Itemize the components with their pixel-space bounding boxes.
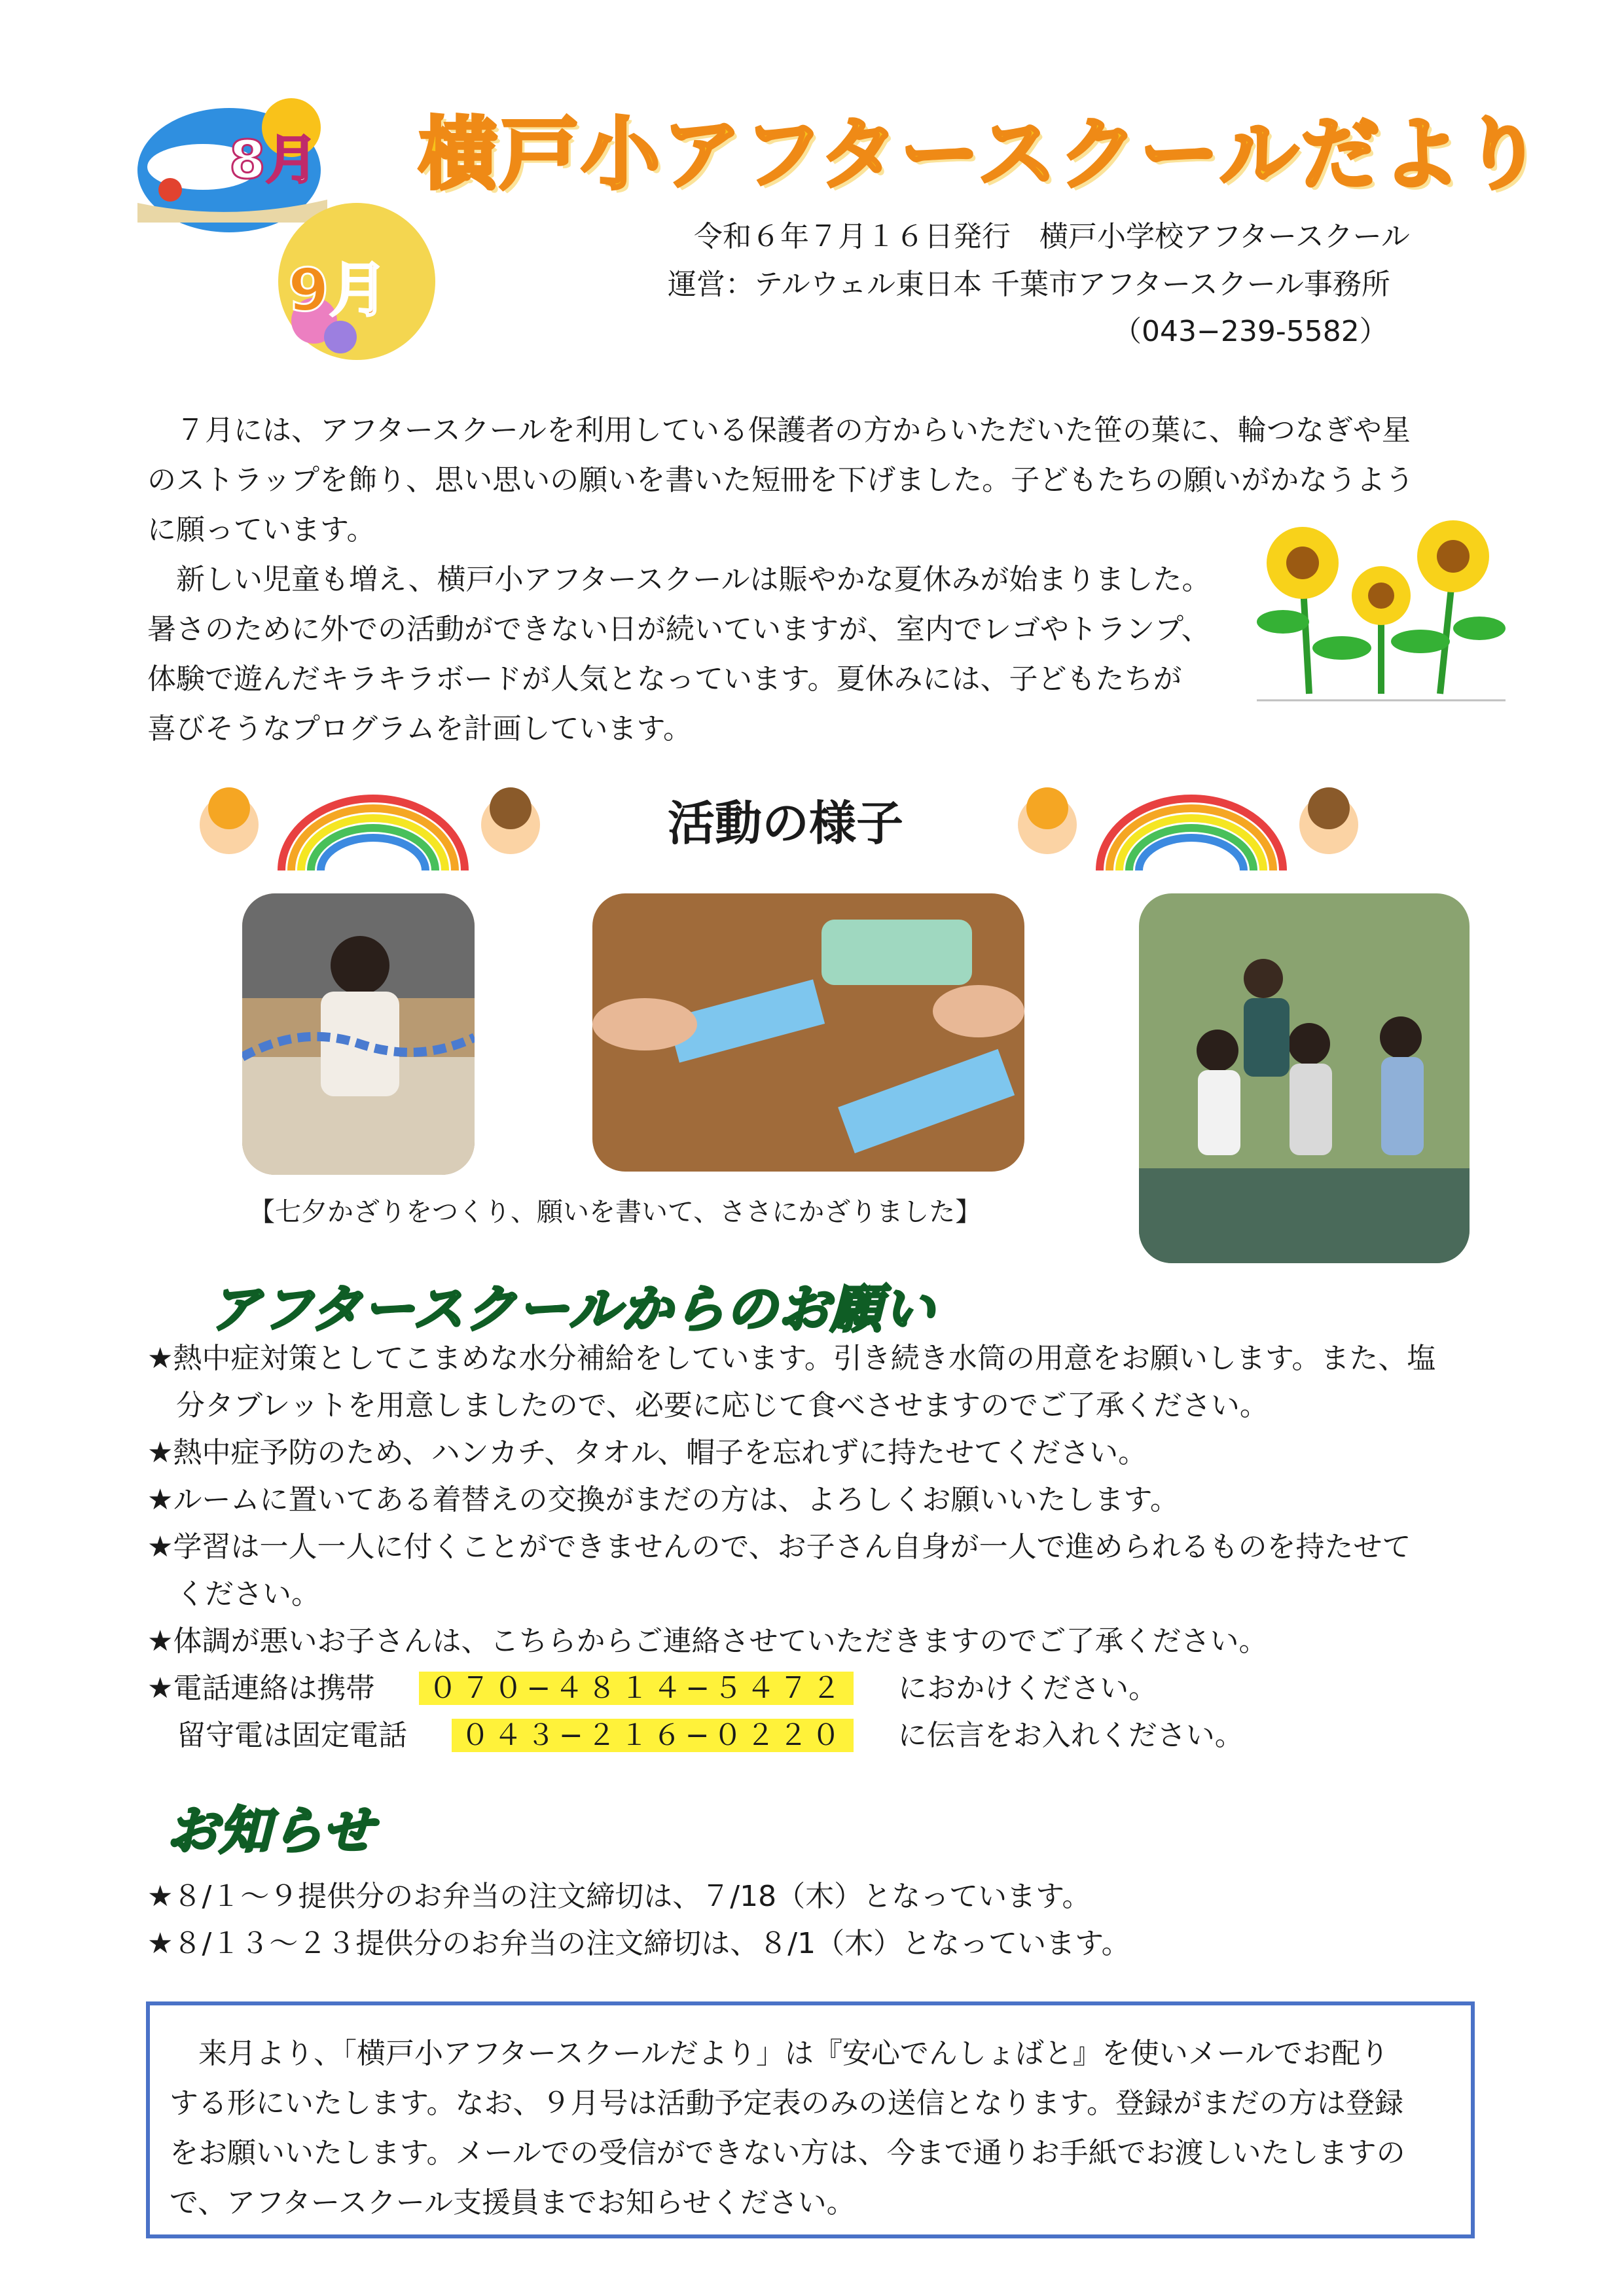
month-badge-september — [268, 196, 445, 367]
mobile-phone-prefix: ★電話連絡は携帯 — [147, 1672, 375, 1705]
fixed-phone-number[interactable]: ０４３−２１６−０２２０ — [452, 1719, 854, 1752]
request-line-1: ★熱中症対策としてこまめな水分補給をしています。引き続き水筒の用意をお願いします。また、塩 — [147, 1342, 1436, 1375]
newsletter-title: 横戸小アフタースクールだより — [419, 109, 1545, 200]
request-line-5: ★学習は一人一人に付くことができませんので、お子さん自身が一人で進められるものを持たせて — [147, 1530, 1411, 1564]
intro-line-4: 新しい児童も増え、横戸小アフタースクールは賑やかな夏休みが始まりました。 — [147, 563, 1211, 596]
request-line-6: ください。 — [147, 1577, 320, 1611]
notices-heading: お知らせ — [167, 1802, 375, 1861]
activity-heading: 活動の様子 — [668, 796, 904, 851]
fixed-phone-row — [177, 1712, 1244, 1759]
intro-line-2: のストラップを飾り、思い思いの願いを書いた短冊を下げました。子どもたちの願いがかなうよう — [147, 463, 1415, 497]
phone-line: （043−239-5582） — [1113, 315, 1388, 348]
box-line-2: する形にいたします。なお、９月号は活動予定表のみの送信となります。登録がまだの方は登録 — [170, 2087, 1403, 2120]
rainbow-decoration-right — [1008, 779, 1368, 884]
notice-line-1: ★８/１〜９提供分のお弁当の注文締切は、７/18（木）となっています。 — [147, 1880, 1091, 1913]
intro-line-7: 喜びそうなプログラムを計画しています。 — [147, 712, 693, 745]
mobile-phone-suffix: におかけください。 — [898, 1672, 1158, 1705]
intro-line-6: 体験で遊んだキラキラボードが人気となっています。夏休みには、子どもたちが — [147, 662, 1182, 696]
mobile-phone-number[interactable]: ０７０−４８１４−５４７２ — [419, 1672, 854, 1705]
issue-date-line: 令和６年７月１６日発行 横戸小学校アフタースクール — [694, 220, 1410, 253]
photo-caption: 【七夕かざりをつくり、願いを書いて、ささにかざりました】 — [249, 1197, 982, 1227]
box-line-1: 来月より、「横戸小アフタースクールだより」は『安心でんしょばと』を使いメールでお配り — [170, 2037, 1389, 2070]
intro-line-3: に願っています。 — [147, 513, 376, 547]
request-line-2: 分タブレットを用意しましたので、必要に応じて食べさせますのでご了承ください。 — [147, 1389, 1269, 1422]
box-line-4: で、アフタースクール支援員までお知らせください。 — [170, 2186, 856, 2219]
box-line-3: をお願いいたします。メールでの受信ができない方は、今まで通りお手紙でお渡しいたしますの — [170, 2136, 1405, 2170]
intro-line-1: ７月には、アフタースクールを利用している保護者の方からいただいた笹の葉に、輪つなぎや星 — [147, 414, 1411, 447]
sunflower-illustration — [1257, 517, 1506, 707]
rainbow-decoration-left — [190, 779, 550, 884]
request-line-4: ★ルームに置いてある着替えの交換がまだの方は、よろしくお願いいたします。 — [147, 1483, 1179, 1516]
fixed-phone-suffix: に伝言をお入れください。 — [897, 1719, 1244, 1752]
operator-line: 運営：テルウェル東日本 千葉市アフタースクール事務所 — [668, 268, 1390, 301]
photo-writing-tanzaku — [592, 893, 1024, 1172]
photo-child-with-paper-chain — [242, 893, 475, 1175]
email-notice-box — [146, 2001, 1475, 2238]
requests-heading: アフタースクールからのお願い — [209, 1280, 936, 1339]
mobile-phone-row — [147, 1665, 1157, 1712]
badge-month2-text: 9月 — [288, 256, 388, 325]
notice-line-2: ★８/１３〜２３提供分のお弁当の注文締切は、８/1（木）となっています。 — [147, 1927, 1130, 1960]
badge-month1-text: 8月 — [229, 130, 318, 190]
intro-line-5: 暑さのために外での活動ができない日が続いていますが、室内でレゴやトランプ、 — [147, 613, 1210, 646]
request-line-3: ★熱中症予防のため、ハンカチ、タオル、帽子を忘れずに持たせてください。 — [147, 1436, 1147, 1469]
photo-hanging-decorations — [1139, 893, 1470, 1263]
request-line-7: ★体調が悪いお子さんは、こちらからご連絡させていただきますのでご了承ください。 — [147, 1624, 1268, 1658]
fixed-phone-prefix: 留守電は固定電話 — [177, 1719, 407, 1752]
